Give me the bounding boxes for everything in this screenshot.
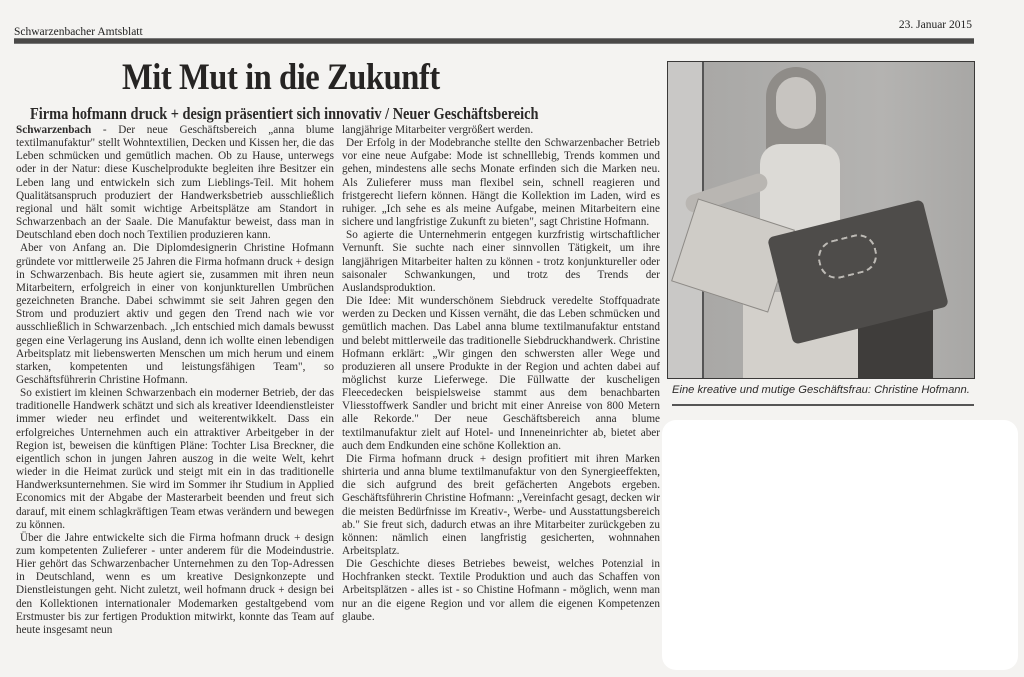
- publication-name: Schwarzenbacher Amtsblatt: [14, 26, 143, 38]
- article-photo: [667, 61, 975, 379]
- article-column-1: [16, 124, 334, 637]
- blank-area: [662, 420, 1018, 670]
- paragraph: Der Erfolg in der Modebranche stellte den Schwarzenbacher Betrieb vor eine neue Aufgabe: Mode ist schnelllebig, Trends kommen und gehen, mindestens alle sechs Monate erfinden sich die Marken neu. Als Zulieferer muss man flexibel sein, schnell reagieren und fristgerecht liefern können. Hängt die Kollektion im Laden, wird es ruhiger. „Ich sehe es als meine Aufgabe, meinen Mitarbeitern eine sichere und langfristige Zukunft zu bieten", sagt Christine Hofmann.: [342, 137, 660, 229]
- issue-date: 23. Januar 2015: [898, 19, 972, 31]
- caption-rule: [672, 404, 974, 406]
- paragraph: langjährige Mitarbeiter vergrößert werden.: [342, 124, 534, 136]
- article-column-2: [342, 124, 660, 624]
- paragraph: Die Geschichte dieses Betriebes beweist, welches Potenzial in Hochfranken steckt. Textile Produktion und auch das Schaffen von Arbeitsplätzen - alles ist - so Chistine Hofmann - möglich, wenn man nur an die eigene Region und vor allem die eigenen Kompetenzen glaube.: [342, 558, 660, 623]
- headline: Mit Mut in die Zukunft: [122, 57, 440, 98]
- paragraph: Die Firma hofmann druck + design profitiert mit ihren Marken shirteria und anna blume textilmanufaktur von den Synergieeffekten, die sich aufgrund des breit gefächerten Angebots ergeben. Geschäftsführerin Christine Hofmann: „Vereinfacht gesagt, decken wir die meisten Bedürfnisse im Kreativ-, Werbe- und Ausstattungsbereich ab." Sie freut sich, dadurch etwas an ihre Mitarbeiter zurückgeben zu können: nämlich einen langfristig gesicherten, wohnnahen Arbeitsplatz.: [342, 452, 660, 557]
- masthead-rule: [14, 38, 974, 44]
- paragraph: So agierte die Unternehmerin entgegen kurzfristig wirtschaftlicher Vernunft. Sie suchte nach einer sinnvollen Tätigkeit, um ihre langjährigen Mitarbeiter halten zu können - trotz konjunktureller oder saisonaler Schwankungen, und trotz des Trends der Auslandsproduktion.: [342, 229, 660, 294]
- subheadline: Firma hofmann druck + design präsentiert sich innovativ / Neuer Geschäftsbereich: [30, 104, 539, 123]
- paragraph: Aber von Anfang an. Die Diplomdesignerin Christine Hofmann gründete vor mittlerweile 25 Jahren die Firma hofmann druck + design in Schwarzenbach. Bis heute agiert sie, zusammen mit ihren neun Mitarbeitern, erfolgreich in einer von konjunkturellen Umbrüchen gezeichneten Branche. Dabei schwimmt sie seit Jahren gegen den Strom und produziert aktiv und gegen den Trend nach wie vor ausschließlich in Schwarzenbach. „Ich entschied mich damals bewusst gegen eine Verlagerung ins Ausland, denn ich wollte einen lebendigen Arbeitsplatz mit liebenswerten Menschen um mich herum und einem starken, kompetenten und leistungsfähigen Team", so Geschäftsführerin Christine Hofmann.: [16, 242, 334, 386]
- paragraph: Die Idee: Mit wunderschönem Siebdruck veredelte Stoffquadrate werden zu Decken und Kissen vernäht, die das Leben schmücken und gemütlich machen. Das Label anna blume textilmanufaktur entstand und belebt mittlerweile das traditionelle Siebdruckhandwerk. Christine Hofmann erklärt: „Wir gingen den schwersten aller Wege und produzieren all unsere Produkte in der Region und achten dabei auf möglichst kurze Lieferwege. Die Füllwatte der kuscheligen Fleecedecken beispielsweise stammt aus dem benachbarten Vliesstoffwerk Sandler und bricht mit einer Anreise von 800 Metern alle Rekorde." Der neue Geschäftsbereich anna blume textilmanufaktur zielt auf Hotel- und Inneneinrichter ab, bietet aber auch dem Endkunden eine schöne Kollektion an.: [342, 295, 660, 452]
- photo-caption: Eine kreative und mutige Geschäftsfrau: Christine Hofmann.: [672, 384, 970, 396]
- paragraph: Über die Jahre entwickelte sich die Firma hofmann druck + design zum kompetenten Zulieferer - unter anderem für die Modeindustrie. Hier gehört das Schwarzenbacher Unternehmen zu den Top-Adressen in Deutschland, wenn es um kreative Designkonzepte und Dienstleistungen geht. Nicht zuletzt, weil hofmann druck + design bei den Kollektionen internationaler Modemarken gestaltgebend vom Erstmuster bis zur fertigen Produktion mitwirkt, konnte das Team auf heute insgesamt neun: [16, 531, 334, 636]
- dateline: Schwarzenbach: [16, 124, 92, 136]
- paragraph: So existiert im kleinen Schwarzenbach ein moderner Betrieb, der das traditionelle Handwerk schätzt und sich als kreativer Ideendienstleister immer wieder neu erfindet und weiterentwikkelt. Dass ein erfolgreiches Unternehmen auch ein attraktiver Arbeitgeber in der Region ist, beweisen die künftigen Pläne: Tochter Lisa Breckner, die eigentlich schon in jungen Jahren auszog in die weite Welt, kehrt wieder in die Heimat zurück und steigt mit ein in das traditionelle Handwerksunternehmen. Sie wird im Sommer ihr Studium in Applied Economics mit der Abgabe der Masterarbeit beenden und freut sich darauf, mit einem schlagkräftigen Team etwas verändern und bewegen zu können.: [16, 387, 334, 531]
- paragraph: Schwarzenbach - Der neue Geschäftsbereich „anna blume textilmanufaktur" stellt Wohntextilien, Decken und Kissen her, die das Leben schmücken und gemütlich machen. Ob zu Hause, unterwegs oder in der Natur: diese Kuschelprodukte begleiten ihre Besitzer ein Leben lang und entwickeln sich zum Lieblings-Teil. Mit hohem Qualitätsanspruch produziert der Handwerksbetrieb ausschließlich regional und hält somit wichtige Arbeitsplätze am Standort in Schwarzenbach an der Saale. Die Manufaktur beweist, dass man in Deutschland eben doch noch Textilien produzieren kann.: [16, 124, 334, 242]
- photo-face-shape: [776, 77, 816, 129]
